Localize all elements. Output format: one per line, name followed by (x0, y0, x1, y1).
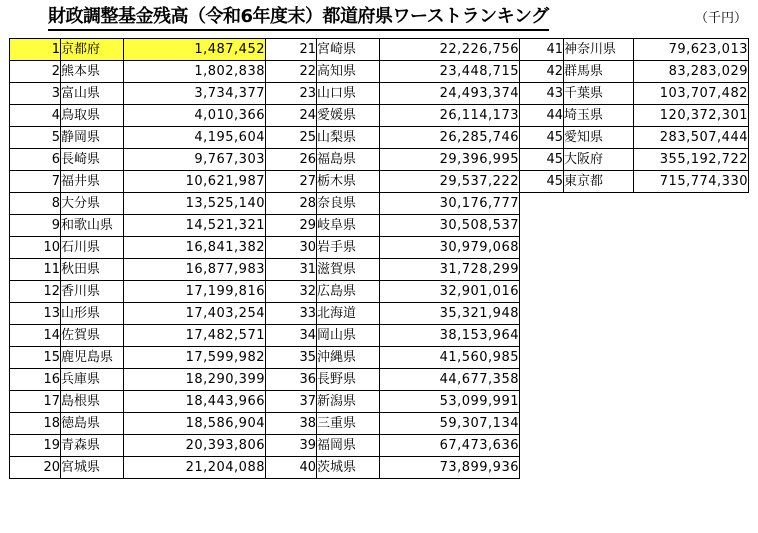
rank-cell: 16 (10, 369, 61, 391)
prefecture-cell: 広島県 (317, 281, 380, 303)
rank-cell: 35 (266, 347, 317, 369)
table-row (520, 171, 749, 193)
balance-cell: 73,899,936 (380, 457, 520, 479)
prefecture-cell: 熊本県 (61, 61, 124, 83)
prefecture-cell: 静岡県 (61, 127, 124, 149)
table-row (10, 325, 266, 347)
prefecture-cell: 香川県 (61, 281, 124, 303)
table-row (266, 457, 520, 479)
rank-cell: 28 (266, 193, 317, 215)
table-row (520, 105, 749, 127)
table-row (266, 303, 520, 325)
prefecture-cell: 佐賀県 (61, 325, 124, 347)
table-row (520, 83, 749, 105)
balance-cell: 44,677,358 (380, 369, 520, 391)
rank-cell: 37 (266, 391, 317, 413)
table-row (266, 61, 520, 83)
table-row (266, 127, 520, 149)
rank-cell: 4 (10, 105, 61, 127)
rank-cell: 11 (10, 259, 61, 281)
prefecture-cell: 和歌山県 (61, 215, 124, 237)
balance-cell: 20,393,806 (124, 435, 266, 457)
balance-cell: 29,396,995 (380, 149, 520, 171)
table-row (266, 215, 520, 237)
prefecture-cell: 石川県 (61, 237, 124, 259)
balance-cell: 79,623,013 (634, 39, 749, 61)
ranking-table-1-20 (9, 38, 266, 479)
balance-cell: 17,599,982 (124, 347, 266, 369)
unit-label: （千円） (695, 11, 748, 26)
table-row (266, 413, 520, 435)
balance-cell: 32,901,016 (380, 281, 520, 303)
prefecture-cell: 福井県 (61, 171, 124, 193)
table-row (520, 149, 749, 171)
table-row (10, 391, 266, 413)
balance-cell: 67,473,636 (380, 435, 520, 457)
balance-cell: 24,493,374 (380, 83, 520, 105)
table-row (10, 457, 266, 479)
rank-cell: 18 (10, 413, 61, 435)
rank-cell: 29 (266, 215, 317, 237)
table-row (10, 215, 266, 237)
balance-cell: 35,321,948 (380, 303, 520, 325)
rank-cell: 5 (10, 127, 61, 149)
table-row (266, 149, 520, 171)
rank-cell: 31 (266, 259, 317, 281)
table-row (266, 347, 520, 369)
prefecture-cell: 北海道 (317, 303, 380, 325)
balance-cell: 16,841,382 (124, 237, 266, 259)
table-row (10, 303, 266, 325)
table-row (10, 171, 266, 193)
rank-cell: 8 (10, 193, 61, 215)
page-title: 財政調整基金残高（令和6年度末）都道府県ワーストランキング (48, 5, 549, 31)
balance-cell: 17,199,816 (124, 281, 266, 303)
table-row (10, 105, 266, 127)
rank-cell: 44 (520, 105, 564, 127)
rank-cell: 45 (520, 149, 564, 171)
balance-cell: 22,226,756 (380, 39, 520, 61)
prefecture-cell: 岡山県 (317, 325, 380, 347)
prefecture-cell: 山形県 (61, 303, 124, 325)
table-row (10, 83, 266, 105)
rank-cell: 26 (266, 149, 317, 171)
balance-cell: 4,195,604 (124, 127, 266, 149)
prefecture-cell: 兵庫県 (61, 369, 124, 391)
rank-cell: 7 (10, 171, 61, 193)
table-row (266, 193, 520, 215)
balance-cell: 16,877,983 (124, 259, 266, 281)
prefecture-cell: 山梨県 (317, 127, 380, 149)
table-row (266, 325, 520, 347)
balance-cell: 83,283,029 (634, 61, 749, 83)
rank-cell: 45 (520, 127, 564, 149)
balance-cell: 17,482,571 (124, 325, 266, 347)
balance-cell: 53,099,991 (380, 391, 520, 413)
balance-cell: 38,153,964 (380, 325, 520, 347)
prefecture-cell: 徳島県 (61, 413, 124, 435)
rank-cell: 43 (520, 83, 564, 105)
prefecture-cell: 富山県 (61, 83, 124, 105)
table-row (266, 435, 520, 457)
rank-cell: 40 (266, 457, 317, 479)
rank-cell: 9 (10, 215, 61, 237)
prefecture-cell: 栃木県 (317, 171, 380, 193)
rank-cell: 3 (10, 83, 61, 105)
prefecture-cell: 福岡県 (317, 435, 380, 457)
balance-cell: 4,010,366 (124, 105, 266, 127)
table-row (520, 61, 749, 83)
rank-cell: 10 (10, 237, 61, 259)
table-row (266, 171, 520, 193)
rank-cell: 41 (520, 39, 564, 61)
balance-cell: 23,448,715 (380, 61, 520, 83)
rank-cell: 12 (10, 281, 61, 303)
balance-cell: 283,507,444 (634, 127, 749, 149)
prefecture-cell: 島根県 (61, 391, 124, 413)
ranking-table-41-47 (519, 38, 749, 193)
table-row (10, 435, 266, 457)
rank-cell: 19 (10, 435, 61, 457)
prefecture-cell: 岐阜県 (317, 215, 380, 237)
ranking-table-21-40 (265, 38, 520, 479)
balance-cell: 41,560,985 (380, 347, 520, 369)
rank-cell: 45 (520, 171, 564, 193)
balance-cell: 1,487,452 (124, 39, 266, 61)
prefecture-cell: 愛媛県 (317, 105, 380, 127)
rank-cell: 32 (266, 281, 317, 303)
balance-cell: 18,586,904 (124, 413, 266, 435)
prefecture-cell: 鹿児島県 (61, 347, 124, 369)
balance-cell: 29,537,222 (380, 171, 520, 193)
table-row (266, 259, 520, 281)
table-row (10, 127, 266, 149)
balance-cell: 10,621,987 (124, 171, 266, 193)
prefecture-cell: 長崎県 (61, 149, 124, 171)
balance-cell: 103,707,482 (634, 83, 749, 105)
prefecture-cell: 新潟県 (317, 391, 380, 413)
balance-cell: 31,728,299 (380, 259, 520, 281)
balance-cell: 120,372,301 (634, 105, 749, 127)
rank-cell: 13 (10, 303, 61, 325)
table-row (266, 105, 520, 127)
balance-cell: 17,403,254 (124, 303, 266, 325)
rank-cell: 36 (266, 369, 317, 391)
prefecture-cell: 奈良県 (317, 193, 380, 215)
rank-cell: 34 (266, 325, 317, 347)
balance-cell: 59,307,134 (380, 413, 520, 435)
table-row (10, 193, 266, 215)
balance-cell: 715,774,330 (634, 171, 749, 193)
table-row (10, 61, 266, 83)
table-row (10, 347, 266, 369)
prefecture-cell: 東京都 (564, 171, 634, 193)
prefecture-cell: 大分県 (61, 193, 124, 215)
balance-cell: 18,290,399 (124, 369, 266, 391)
prefecture-cell: 秋田県 (61, 259, 124, 281)
balance-cell: 355,192,722 (634, 149, 749, 171)
rank-cell: 30 (266, 237, 317, 259)
prefecture-cell: 滋賀県 (317, 259, 380, 281)
balance-cell: 18,443,966 (124, 391, 266, 413)
prefecture-cell: 沖縄県 (317, 347, 380, 369)
balance-cell: 13,525,140 (124, 193, 266, 215)
table-row (10, 369, 266, 391)
prefecture-cell: 山口県 (317, 83, 380, 105)
rank-cell: 21 (266, 39, 317, 61)
table-row (10, 237, 266, 259)
balance-cell: 9,767,303 (124, 149, 266, 171)
prefecture-cell: 岩手県 (317, 237, 380, 259)
rank-cell: 23 (266, 83, 317, 105)
rank-cell: 14 (10, 325, 61, 347)
rank-cell: 24 (266, 105, 317, 127)
balance-cell: 26,285,746 (380, 127, 520, 149)
prefecture-cell: 大阪府 (564, 149, 634, 171)
rank-cell: 39 (266, 435, 317, 457)
table-row (10, 39, 266, 61)
table-row (266, 281, 520, 303)
rank-cell: 1 (10, 39, 61, 61)
rank-cell: 15 (10, 347, 61, 369)
prefecture-cell: 茨城県 (317, 457, 380, 479)
rank-cell: 6 (10, 149, 61, 171)
table-row (520, 127, 749, 149)
rank-cell: 22 (266, 61, 317, 83)
rank-cell: 38 (266, 413, 317, 435)
prefecture-cell: 宮城県 (61, 457, 124, 479)
prefecture-cell: 千葉県 (564, 83, 634, 105)
balance-cell: 21,204,088 (124, 457, 266, 479)
prefecture-cell: 埼玉県 (564, 105, 634, 127)
table-row (266, 237, 520, 259)
prefecture-cell: 愛知県 (564, 127, 634, 149)
prefecture-cell: 鳥取県 (61, 105, 124, 127)
balance-cell: 3,734,377 (124, 83, 266, 105)
prefecture-cell: 三重県 (317, 413, 380, 435)
prefecture-cell: 青森県 (61, 435, 124, 457)
prefecture-cell: 京都府 (61, 39, 124, 61)
table-row (10, 281, 266, 303)
prefecture-cell: 神奈川県 (564, 39, 634, 61)
table-row (266, 83, 520, 105)
prefecture-cell: 長野県 (317, 369, 380, 391)
table-row (266, 391, 520, 413)
table-row (10, 149, 266, 171)
balance-cell: 30,176,777 (380, 193, 520, 215)
balance-cell: 30,979,068 (380, 237, 520, 259)
table-row (10, 259, 266, 281)
rank-cell: 27 (266, 171, 317, 193)
balance-cell: 26,114,173 (380, 105, 520, 127)
rank-cell: 17 (10, 391, 61, 413)
rank-cell: 20 (10, 457, 61, 479)
table-row (520, 39, 749, 61)
prefecture-cell: 福島県 (317, 149, 380, 171)
rank-cell: 2 (10, 61, 61, 83)
prefecture-cell: 宮崎県 (317, 39, 380, 61)
prefecture-cell: 高知県 (317, 61, 380, 83)
table-row (266, 369, 520, 391)
rank-cell: 42 (520, 61, 564, 83)
balance-cell: 30,508,537 (380, 215, 520, 237)
prefecture-cell: 群馬県 (564, 61, 634, 83)
balance-cell: 14,521,321 (124, 215, 266, 237)
table-row (10, 413, 266, 435)
rank-cell: 33 (266, 303, 317, 325)
rank-cell: 25 (266, 127, 317, 149)
table-row (266, 39, 520, 61)
balance-cell: 1,802,838 (124, 61, 266, 83)
